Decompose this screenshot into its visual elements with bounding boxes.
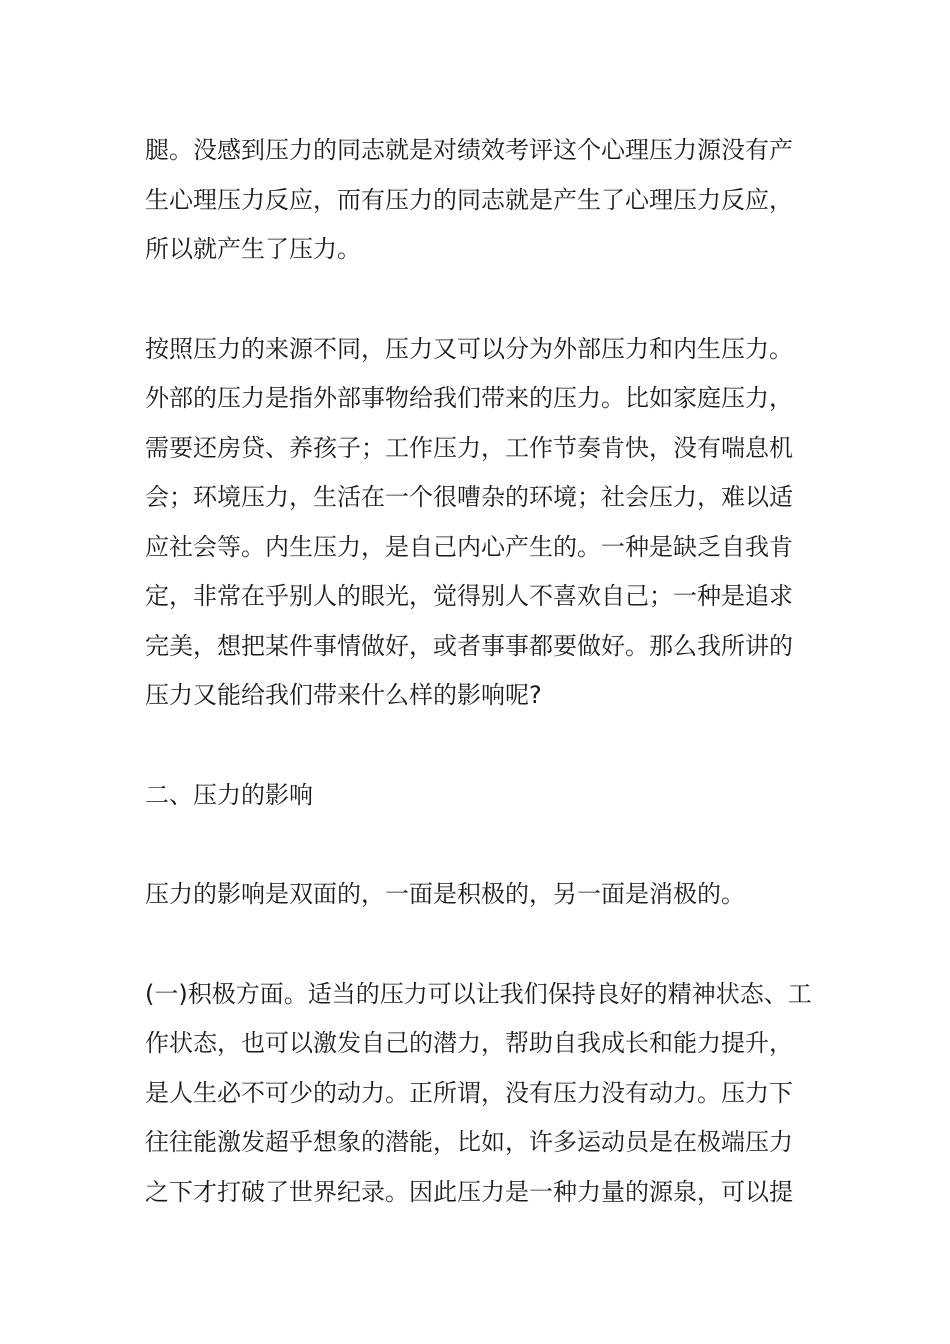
paragraph-positive-aspect xyxy=(145,970,810,1218)
text-line: 需要还房贷、养孩子；工作压力，工作节奏肯快，没有喘息机 xyxy=(145,433,793,462)
document-body xyxy=(145,126,810,1267)
text-line: 压力的影响是双面的，一面是积极的，另一面是消极的。 xyxy=(145,880,745,908)
text-line: 是人生必不可少的动力。正所谓，没有压力没有动力。压力下 xyxy=(145,1078,793,1107)
section-heading xyxy=(145,771,810,821)
text-line: 之下才打破了世界纪录。因此压力是一种力量的源泉，可以提 xyxy=(145,1177,793,1206)
text-line: 腿。没感到压力的同志就是对绩效考评这个心理压力源没有产 xyxy=(145,136,793,164)
heading-line: 二、压力的影响 xyxy=(145,780,313,809)
text-line: 生心理压力反应，而有压力的同志就是产生了心理压力反应， xyxy=(145,185,793,214)
text-line: 按照压力的来源不同，压力又可以分为外部压力和内生压力。 xyxy=(145,334,793,363)
text-line: 定，非常在乎别人的眼光，觉得别人不喜欢自己；一种是追求 xyxy=(145,582,793,610)
text-line: 完美，想把某件事情做好，或者事事都要做好。那么我所讲的 xyxy=(145,631,793,660)
text-line: 作状态，也可以激发自己的潜力，帮助自我成长和能力提升， xyxy=(145,1029,793,1057)
text-line: 应社会等。内生压力，是自己内心产生的。一种是缺乏自我肯 xyxy=(145,532,793,561)
paragraph-stress-response xyxy=(145,126,810,275)
paragraph-stress-sources xyxy=(145,325,810,721)
text-line: 往往能激发超乎想象的潜能，比如，许多运动员是在极端压力 xyxy=(145,1128,793,1156)
text-line: 会；环境压力，生活在一个很嘈杂的环境；社会压力，难以适 xyxy=(145,483,793,511)
text-line: 外部的压力是指外部事物给我们带来的压力。比如家庭压力， xyxy=(145,384,793,412)
text-line: 所以就产生了压力。 xyxy=(145,235,361,263)
text-line: (一)积极方面。适当的压力可以让我们保持良好的精神状态、工 xyxy=(145,979,812,1008)
text-line: 压力又能给我们带来什么样的影响呢? xyxy=(145,681,542,709)
paragraph-dual-impact xyxy=(145,870,810,920)
